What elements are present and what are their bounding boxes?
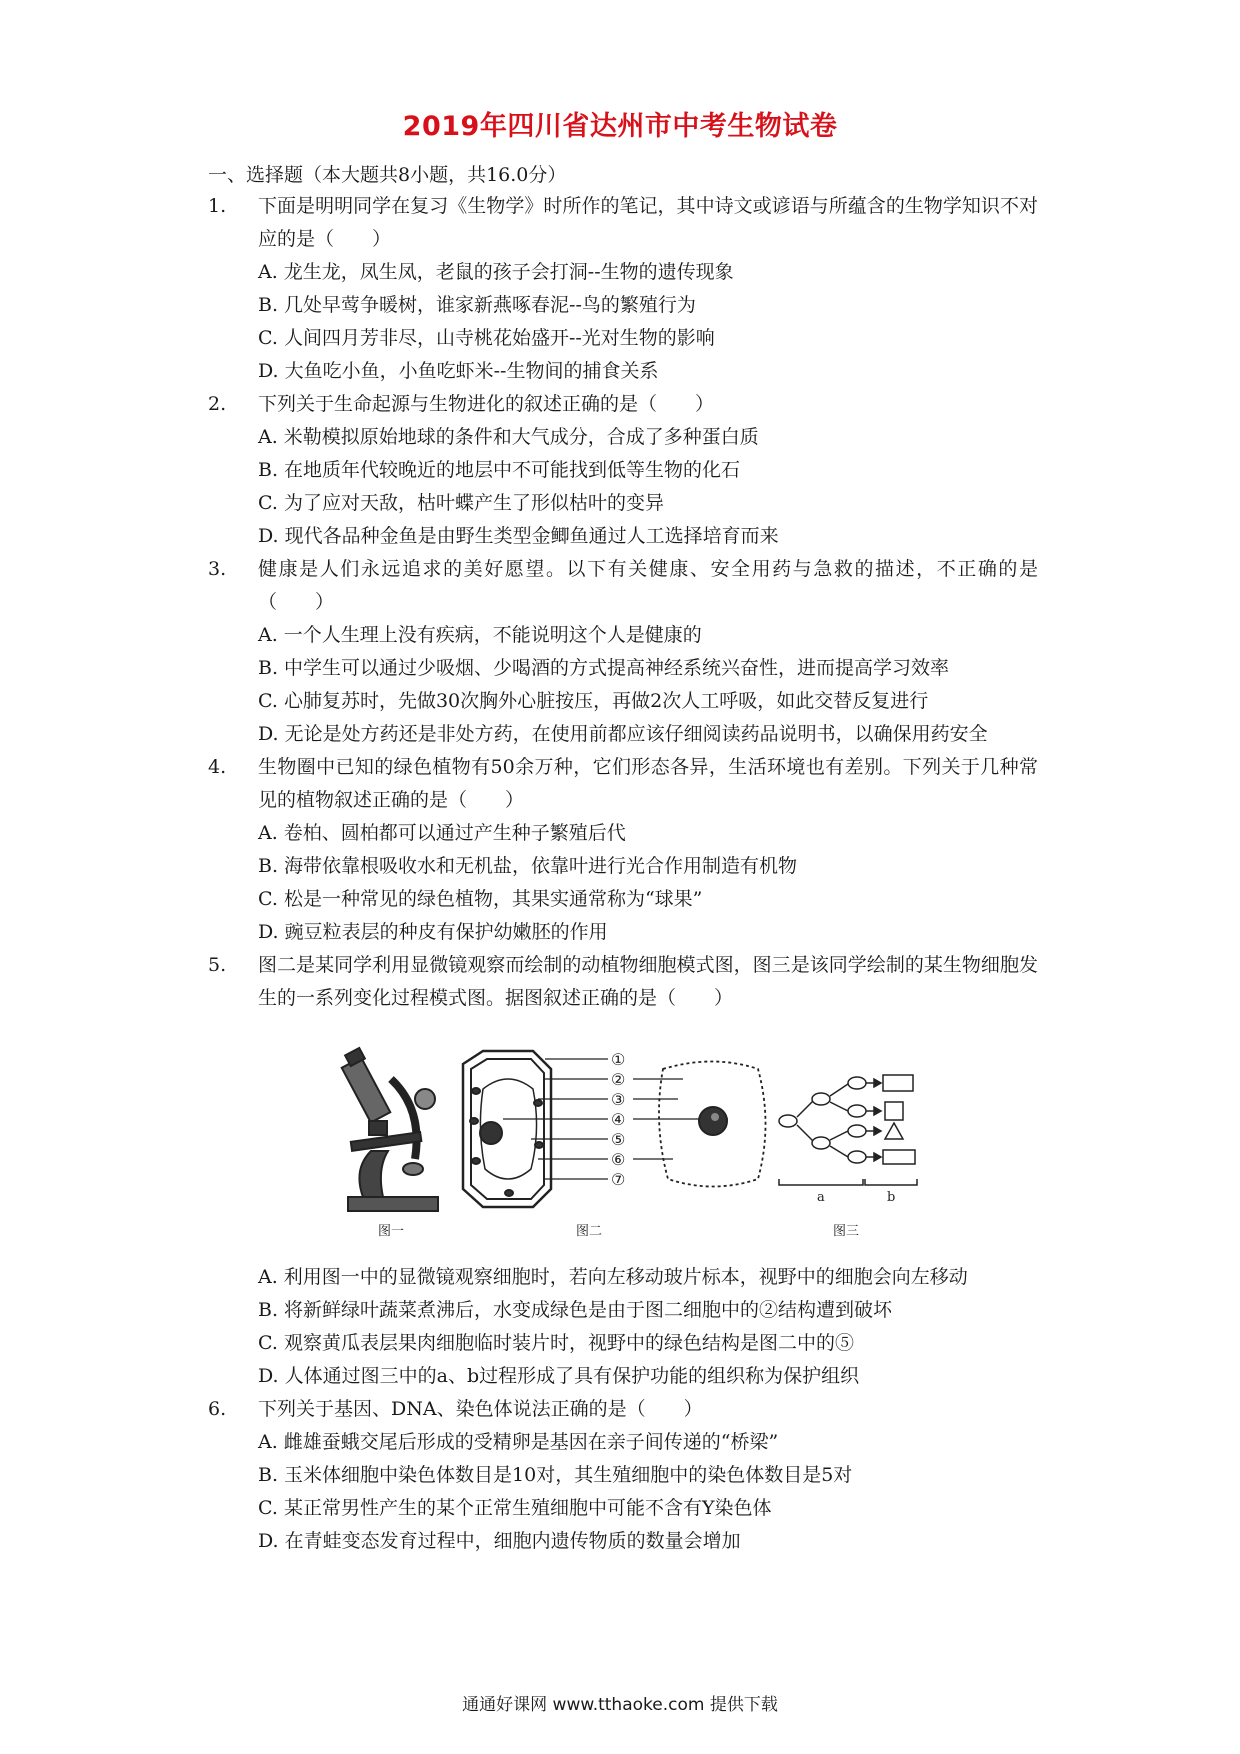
marker-2: ②	[611, 1070, 626, 1089]
marker-3: ③	[611, 1090, 626, 1109]
question-number: 3.	[208, 558, 227, 580]
option-d: D. 无论是处方药还是非处方药，在使用前都应该仔细阅读药品说明书，以确保用药安全	[258, 723, 988, 745]
question-number: 1.	[208, 195, 227, 217]
question-stem: 图二是某同学利用显微镜观察而绘制的动植物细胞模式图，图三是该同学绘制的某生物细胞发生的一系列变化过程模式图。据图叙述正确的是（ ）	[258, 954, 1038, 1009]
page-footer: 通通好课网 www.tthaoke.com 提供下载	[462, 1695, 778, 1715]
exam-title: 2019年四川省达州市中考生物试卷	[402, 111, 838, 142]
question-stem: 下列关于基因、DNA、染色体说法正确的是（ ）	[258, 1398, 703, 1420]
cell-process-diagram	[779, 1075, 917, 1185]
marker-5: ⑤	[611, 1130, 626, 1149]
option-a: A. 雌雄蚕蛾交尾后形成的受精卵是基因在亲子间传递的“桥梁”	[258, 1431, 779, 1453]
option-c: C. 人间四月芳非尽，山寺桃花始盛开--光对生物的影响	[258, 327, 715, 349]
option-b: B. 将新鲜绿叶蔬菜煮沸后，水变成绿色是由于图二细胞中的②结构遭到破坏	[258, 1299, 893, 1321]
option-c: C. 为了应对天敌，枯叶蝶产生了形似枯叶的变异	[258, 492, 664, 514]
section-heading: 一、选择题（本大题共8小题，共16.0分）	[208, 164, 567, 186]
option-a: A. 卷柏、圆柏都可以通过产生种子繁殖后代	[258, 822, 626, 844]
question-number: 2.	[208, 393, 227, 415]
option-list	[258, 421, 1038, 553]
question-6	[208, 1393, 1038, 1558]
figure-caption-2: 图二	[576, 1224, 603, 1239]
option-c: C. 某正常男性产生的某个正常生殖细胞中可能不含有Y染色体	[258, 1497, 772, 1519]
question-1	[208, 190, 1038, 388]
option-c: C. 心肺复苏时，先做30次胸外心脏按压，再做2次人工呼吸，如此交替反复进行	[258, 690, 929, 712]
option-d: D. 现代各品种金鱼是由野生类型金鲫鱼通过人工选择培育而来	[258, 525, 779, 547]
option-c: C. 松是一种常见的绿色植物，其果实通常称为“球果”	[258, 888, 703, 910]
microscope-icon	[342, 1048, 438, 1211]
animal-cell-icon	[659, 1062, 766, 1187]
option-list	[258, 619, 1038, 751]
figure-illustration	[333, 1029, 923, 1249]
cell-figure	[208, 1029, 1038, 1255]
question-5	[208, 949, 1038, 1393]
option-a: A. 利用图一中的显微镜观察细胞时，若向左移动玻片标本，视野中的细胞会向左移动	[258, 1266, 968, 1288]
figure-caption-1: 图一	[378, 1224, 405, 1239]
figure-caption-3: 图三	[833, 1224, 860, 1239]
option-b: B. 玉米体细胞中染色体数目是10对，其生殖细胞中的染色体数目是5对	[258, 1464, 853, 1486]
option-list	[258, 1261, 1038, 1393]
option-a: A. 龙生龙，凤生凤，老鼠的孩子会打洞--生物的遗传现象	[258, 261, 734, 283]
question-stem: 生物圈中已知的绿色植物有50余万种，它们形态各异，生活环境也有差别。下列关于几种常见的植物叙述正确的是（ ）	[258, 756, 1038, 811]
option-d: D. 大鱼吃小鱼，小鱼吃虾米--生物间的捕食关系	[258, 360, 659, 382]
option-d: D. 豌豆粒表层的种皮有保护幼嫩胚的作用	[258, 921, 608, 943]
brace-label-b: b	[887, 1190, 896, 1205]
option-a: A. 米勒模拟原始地球的条件和大气成分，合成了多种蛋白质	[258, 426, 759, 448]
marker-6: ⑥	[611, 1150, 626, 1169]
question-number: 5.	[208, 954, 227, 976]
question-number: 6.	[208, 1398, 227, 1420]
option-b: B. 几处早莺争暖树，谁家新燕啄春泥--鸟的繁殖行为	[258, 294, 696, 316]
question-stem: 下面是明明同学在复习《生物学》时所作的笔记，其中诗文或谚语与所蕴含的生物学知识不对应的是（ ）	[258, 195, 1038, 250]
option-c: C. 观察黄瓜表层果肉细胞临时装片时，视野中的绿色结构是图二中的⑤	[258, 1332, 854, 1354]
option-b: B. 中学生可以通过少吸烟、少喝酒的方式提高神经系统兴奋性，进而提高学习效率	[258, 657, 950, 679]
marker-7: ⑦	[611, 1170, 626, 1189]
option-d: D. 在青蛙变态发育过程中，细胞内遗传物质的数量会增加	[258, 1530, 741, 1552]
option-d: D. 人体通过图三中的a、b过程形成了具有保护功能的组织称为保护组织	[258, 1365, 860, 1387]
marker-1: ①	[611, 1050, 626, 1069]
question-2	[208, 388, 1038, 553]
option-list	[258, 1426, 1038, 1558]
question-number: 4.	[208, 756, 227, 778]
question-list	[208, 190, 1038, 1558]
question-stem: 下列关于生命起源与生物进化的叙述正确的是（ ）	[258, 393, 715, 415]
structure-markers	[611, 1050, 625, 1189]
question-4	[208, 751, 1038, 949]
option-b: B. 海带依靠根吸收水和无机盐，依靠叶进行光合作用制造有机物	[258, 855, 798, 877]
question-stem: 健康是人们永远追求的美好愿望。以下有关健康、安全用药与急救的描述，不正确的是（ ）	[258, 558, 1038, 613]
question-3	[208, 553, 1038, 751]
option-list	[258, 256, 1038, 388]
option-list	[258, 817, 1038, 949]
brace-label-a: a	[817, 1190, 825, 1205]
marker-4: ④	[611, 1110, 626, 1129]
plant-cell-icon	[463, 1051, 551, 1207]
option-a: A. 一个人生理上没有疾病，不能说明这个人是健康的	[258, 624, 702, 646]
option-b: B. 在地质年代较晚近的地层中不可能找到低等生物的化石	[258, 459, 741, 481]
